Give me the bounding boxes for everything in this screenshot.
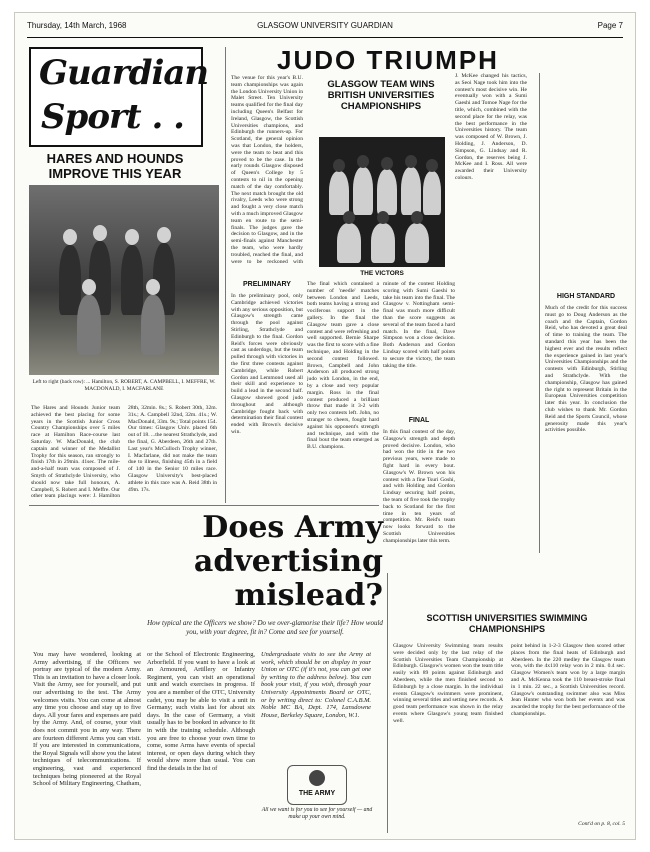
column-rule [539,73,540,553]
judo-column-5: In this final contest of the day, Glasgow's strength and depth proved decisive. London, who had won the title in the two previous years, were made to fight hard in every bout. Glasgow's W. Brown won his contest with a fine Tsuri Goshi, and with Holding and Gordon Lindsay securing half points, the team of five took the trophy back to Scotland for the first time in ten years of competition. Mr. Reid's team now looks forward to the Scottish Universities championships later this term. [383,429,455,544]
continued-note: Cont'd on p. 8, col. 5 [578,821,625,827]
issue-date: Thursday, 14th March, 1968 [27,21,127,30]
preliminary-subhead: PRELIMINARY [243,281,291,288]
swim-column-2: point behind in 1-2-3 Glasgow then scored other places from the final heats of Edinburgh and Aberdeen. In the 220 medley the Glasgow team won, with the 4x110 relay won in 2 min. 0.4 sec. Glasgow Women's team won by a large margin and A. McKenna took the 110 breast-stroke final in 1 min. 22 sec., a Scottish Universities record. Glasgow's outstanding swimmer also was Miss Jean Hunter who won both her events and was awarded the trophy for the best performance of the championships. [511,643,625,717]
column-rule [387,573,388,833]
high-standard-subhead: HIGH STANDARD [556,293,616,300]
army-headline: Does Army advertising mislead? [193,510,383,613]
judo-photo-caption: THE VICTORS [360,270,404,277]
judo-column-6: J. McKee changed his tactics, as Seoi Nage took him into the contest's most decisive win. He eventually won with a Sumi Gaeshi and Tomoe Nage for the title, which, combined with the second place for the relay, was the best performance in the Universities history. The team was composed of W. Brown, J. Holding, J. Anderson, D. Simpson, G. Lindsay and R. Gordon, the reserves being J. McKee and I. Ross. All were awarded their University colours. [455,73,527,181]
newspaper-page [14,12,636,840]
guardian-sport-masthead [29,47,209,147]
judo-subheadline: GLASGOW TEAM WINS BRITISH UNIVERSITIES CHAMPIONSHIPS [327,79,435,112]
header-rule [27,37,623,38]
army-column-3: Undergraduate visits to see the Army at work, which should be on display in your Union or OTC (if it's not, you can get one by writing to the address below). You can book your visit, if you wish, through your University Appointments Board or OTC, or by writing direct to: Colonel C.A.B.M. Noble MC BA, Dept. 174, Lansdowne House, Berkeley Square, London, W.1. [261,651,371,719]
swim-column-1: Glasgow University Swimming team results were decided only by the last relay of the Scottish Universities Team Championship at Edinburgh. Glasgow's women won the team title easily with 89 points against Edinburgh and Aberdeen, while the men finished second to Edinburgh by a close margin. In the individual events Glasgow's swimmers were prominent, winning several titles and setting new records. A good team performance was shown in the relay events where Glasgow's young team finished well. [393,643,503,724]
hares-headline: HARES AND HOUNDS IMPROVE THIS YEAR [46,151,184,181]
judo-column-7: Much of the credit for this success must go to Doug Anderson as the coach and the Captain, Gordon Reid, who has devoted a great deal of time to training the team. The standard this year has been the highest ever and the results reflect the experience gained in last year's Universities Championships and the contests with Edinburgh, Stirling and Strathclyde. With the championship, Glasgow has gained the right to represent Britain in the European Universities competition later this year. In conclusion the club wishes to thank Mr. Gordon Reid and the Sports Council, whose generosity made this year's activities possible. [545,305,627,434]
army-deck: How typical are the Officers we show? Do we over-glamorise their life? How would you, with your degree, fit in? Come and see for yourself. [147,619,383,636]
paper-name: GLASGOW UNIVERSITY GUARDIAN [257,21,393,30]
judo-column-2: In the preliminary pool, only Cambridge achieved victories with any serious opposition, but Glasgow's strength came through the pool against Stirling, Strathclyde and Edinburgh to the final. Gordon Reid's forces were obviously cast as underdogs, but the team pulled through with victories in the first three contests against Cambridge, while Robert Gordon and Lemmond used all their skill and experience to build a lead in the second half. Glasgow showed good judo throughout and although Cambridge fought back with determination their final contest ended with Brown's decisive win. [231,293,303,435]
judo-column-1: The venue for this year's B.U. team championships was again the London University Union in Malet Street. Ten University teams qualified for the final day including Queen's Belfast for Ireland, Glasgow, the Scottish Universities champions, and Edinburgh the runners-up. For Scotland, the general opinion was that London, the holders, were the team to beat and this proved to be the case. In the early rounds Glasgow disposed of Queen's College by 5 contests to nil in the opening match of the day comfortably. The next match brought the old rivalry, Leeds who were strong and fought a very close match with a much improved Glasgow team en route to the semi-finals. The judges gave the decision to Glasgow, and in the semi-finals against Manchester the team, who were hardly troubled, reached the final, and were to be reckoned with [231,75,303,265]
judo-column-3: The final which contained a number of 'needle' matches between London and Leeds, both teams having a strong and vociferous support in the gallery. In the final the Glasgow team gave a close contest and were refreshing and well supported. Bernie Sharpe was the first to score with a fine technique, and Holding in the second contest followed. Brown, Campbell and John Anderson all produced strong judo with London, in the end, by a close and very popular margin. Ross in the final contest produced a brilliant throw that made it 3-2 with only two contests left. John, no stranger to cheers, fought hard against his opponent's strength and technique, and with the final bout the team emerged as B.U. champions. [307,281,379,451]
advert-rule [29,505,379,506]
masthead-line-1: Guardian [39,53,209,93]
hares-team-photo [29,185,219,375]
hares-article-body: The Hares and Hounds Junior team achieved the best placing for some years in the Scottish Junior Cross Country Championships over 5 miles race at Hamilton Race-course last Saturday. W. MacDonald, the club captain and winner of the Medallist Trophy for this season, ran strongly to finish 17th in 29min. 41sec. The mile-and-a-half team was composed of J. Smyth of Strathclyde University, who should now take full honours, A. Campbell, S. Robert and I. Meffre. Our other team placings were: J. Hamilton 28th, 32min. 8s.; S. Robert 30th, 32m. 31s.; A. Campbell 32nd, 32m. 41s.; W. MacDonald, 33m. 9s.; Total points 154. Our times: Glasgow Univ. placed 6th out of 18. ...the nearest Strathclyde, and the final, G. Aberdeen, 26th and 27th. Last year's McCulloch Trophy winner, I. Macfarlane, did not make the team due to illness, finishing 45th in a field of 140 in the Senior 10 miles race. Glasgow University's best-placed athlete in this race was A. Reid 38th in 49m. 17s. [31,405,217,500]
army-crest-logo [287,765,347,805]
final-subhead: FINAL [408,417,430,424]
army-logo-text: THE ARMY [298,790,336,797]
army-signature: All we want is for you to see for yourself — and make up your own mind. [261,807,373,820]
hares-photo-caption: Left to right (back row): ... Hamilton, S. ROBERT, A. CAMPBELL, I. MEFFRE, W. MACDONALD, I. MACFARLANE [32,379,216,392]
judo-column-4: minute of the contest Holding scoring with Sumi Gaeshi to take his team into the final. The Glasgow v. Nottingham semi-final was much more difficult than the score suggests as several of the team faced a hard match. In the final, Dave Simpson won a close decision. Both Anderson and Gordon Lindsay scored with half points to secure the victory, the team taking the title. [383,281,455,369]
page-number: Page 7 [597,21,623,30]
army-column-1: You may have wondered, looking at Army advertising, if the Officers we portray are typical of the modern Army. This is an invitation to have a closer look. Visit the Army, see for yourself, and put our advertising to the test. The Army welcomes visits. You can come at almost any time you choose and stay up to five days. All your fares and expenses are paid by the Army. And, of course, your visit does not commit you in any way. There are fourteen different Arms you can visit. If you are interested in communications, the Royal Signals will show you the latest techniques of telecommunications. If engineering, vast and experienced techniques being pioneered at the Royal School of Military Engineering, Chatham, [33,651,141,788]
army-column-2: or the School of Electronic Engineering, Arborfield. If you want to have a look at an Armoured, Artillery or Infantry Regiment, you can visit an operational unit and watch exercises in progress. If you are a member of the OTC, University cadet, you may be able to visit a unit in Germany; such visits last for about six days. In the case of Germany, a visit usually has to be booked in advance to fit in with the training schedule. Although you are free to choose your own time to come, some Arms have events of special interest, or open days during which they would show more than usual. You can find the details in the list of [147,651,255,772]
page-header [27,21,623,35]
judo-headline: JUDO TRIUMPH [277,45,499,75]
column-rule [225,47,226,503]
masthead-line-2: Sport . . [41,97,184,137]
judo-team-photo [319,137,445,267]
crest-icon [309,770,325,786]
swim-headline: SCOTTISH UNIVERSITIES SWIMMING CHAMPIONSHIPS [426,613,588,634]
